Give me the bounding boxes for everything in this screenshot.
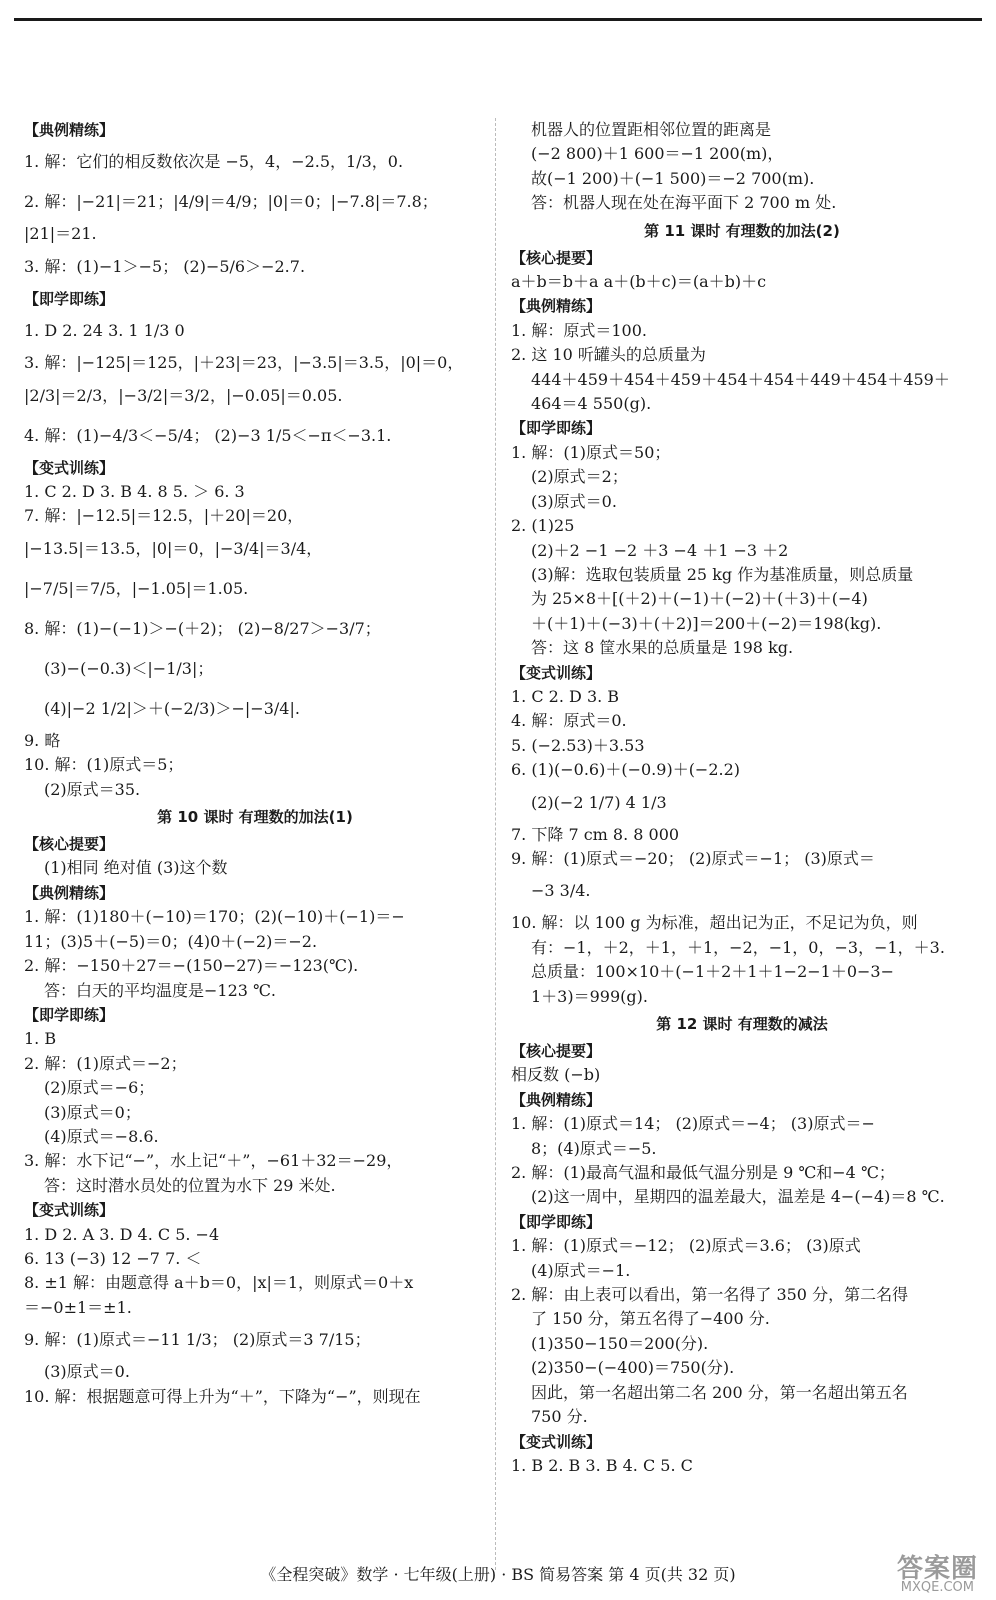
answer-line: 1. D 2. A 3. D 4. C 5. −4 (24, 1224, 220, 1244)
answer-line: 8. ±1 解：由题意得 a＋b＝0，|x|＝1，则原式＝0＋x (24, 1273, 414, 1293)
watermark-logo: 答案圈 (896, 1554, 978, 1584)
section-label: 【变式训练】 (24, 458, 115, 477)
answer-line: 2. (1)25 (511, 516, 575, 536)
lesson-title: 第 11 课时 有理数的加法(2) (644, 221, 840, 240)
answer-line: 5. (−2.53)＋3.53 (511, 735, 645, 755)
answer-line: 1. 解：原式＝100. (511, 320, 647, 340)
answer-line: 故(−1 200)＋(−1 500)＝−2 700(m). (531, 168, 815, 188)
section-label: 【变式训练】 (511, 663, 602, 682)
answer-line: 3. 解：|−125|＝125，|＋23|＝23，|−3.5|＝3.5，|0|＝0， (24, 353, 464, 373)
watermark-url: MXQE.COM (900, 1580, 974, 1595)
page-footer: 《全程突破》数学 · 七年级(上册) · BS 简易答案 第 4 页(共 32 页) (260, 1565, 736, 1584)
answer-line: 答：白天的平均温度是−123 ℃. (44, 980, 277, 1000)
section-label: 【变式训练】 (24, 1201, 115, 1220)
answer-line: 1. C 2. D 3. B (511, 686, 620, 706)
answer-line: (3)原式＝0； (44, 1102, 141, 1122)
answer-line: 为 25×8＋[(＋2)＋(−1)＋(−2)＋(＋3)＋(−4) (531, 589, 868, 609)
answer-line: 444＋459＋454＋459＋454＋454＋449＋454＋459＋ (531, 369, 950, 389)
answer-line: (−2 800)＋1 600＝−1 200(m)， (531, 144, 784, 164)
answer-line: 9. 略 (24, 730, 61, 750)
answer-line: |21|＝21. (24, 224, 97, 244)
answer-line: |2/3|＝2/3，|−3/2|＝3/2，|−0.05|＝0.05. (24, 385, 343, 405)
answer-line: (3)原式＝0. (44, 1362, 130, 1382)
section-label: 【核心提要】 (511, 248, 602, 267)
top-rule (14, 18, 982, 21)
answer-line: (2)＋2 −1 −2 ＋3 −4 ＋1 −3 ＋2 (531, 540, 789, 560)
answer-line: 有：−1，＋2，＋1，＋1，−2，−1，0，−3，−1，＋3. (531, 937, 945, 957)
answer-line: 750 分. (531, 1407, 588, 1427)
answer-line: (4)|−2 1/2|＞＋(−2/3)＞−|−3/4|. (44, 698, 300, 718)
column-divider (495, 118, 496, 1570)
answer-line: 2. 解：−150＋27＝−(150−27)＝−123(℃). (24, 956, 359, 976)
answer-line: (1)350−150＝200(分). (531, 1333, 709, 1353)
answer-line: 答：这 8 筐水果的总质量是 198 kg. (531, 638, 794, 658)
lesson-title: 第 12 课时 有理数的减法 (656, 1015, 828, 1033)
answer-line: 2. 解：|−21|＝21；|4/9|＝4/9；|0|＝0；|−7.8|＝7.8； (24, 192, 438, 212)
answer-line: (4)原式＝−1. (531, 1260, 631, 1280)
answer-line: 4. 解：原式＝0. (511, 711, 627, 731)
answer-line: 6. 13 (−3) 12 −7 7. ＜ (24, 1248, 202, 1268)
answer-line: 1. B (24, 1029, 57, 1049)
answer-line: 8；(4)原式＝−5. (531, 1138, 657, 1158)
answer-line: 4. 解：(1)−4/3＜−5/4； (2)−3 1/5＜−π＜−3.1. (24, 425, 392, 445)
answer-line: 9. 解：(1)原式＝−20； (2)原式＝−1； (3)原式＝ (511, 848, 875, 868)
answer-line: 1. 解：(1)原式＝50； (511, 442, 671, 462)
answer-line: (1)相同 绝对值 (3)这个数 (44, 858, 228, 878)
answer-line: 2. 解：由上表可以看出，第一名得了 350 分，第二名得 (511, 1285, 909, 1305)
answer-line: ＋(＋1)＋(−3)＋(＋2)]＝200＋(−2)＝198(kg). (531, 613, 882, 633)
answer-line: 1. C 2. D 3. B 4. 8 5. ＞ 6. 3 (24, 482, 245, 502)
answer-line: 2. 解：(1)原式＝−2； (24, 1053, 187, 1073)
answer-line: 机器人的位置距相邻位置的距离是 (531, 120, 772, 139)
answer-line: 10. 解：根据题意可得上升为“＋”，下降为“−”，则现在 (24, 1386, 421, 1406)
answer-line: 8. 解：(1)−(−1)＞−(＋2)； (2)−8/27＞−3/7； (24, 618, 381, 638)
answer-line: a＋b＝b＋a a＋(b＋c)＝(a＋b)＋c (511, 272, 767, 292)
answer-line: −3 3/4. (531, 881, 591, 901)
answer-line: 7. 下降 7 cm 8. 8 000 (511, 824, 680, 844)
answer-line: |−7/5|＝7/5，|−1.05|＝1.05. (24, 578, 249, 598)
answer-line: (3)原式＝0. (531, 491, 617, 511)
answer-line: (2)350−(−400)＝750(分). (531, 1358, 735, 1378)
answer-line: 3. 解：(1)−1＞−5； (2)−5/6＞−2.7. (24, 256, 306, 276)
answer-line: (2)原式＝−6； (44, 1078, 155, 1098)
answer-line: 6. (1)(−0.6)＋(−0.9)＋(−2.2) (511, 760, 741, 780)
answer-line: (4)原式＝−8.6. (44, 1126, 159, 1146)
section-label: 【核心提要】 (24, 835, 115, 854)
answer-line: 1. 解：(1)原式＝−12； (2)原式＝3.6； (3)原式 (511, 1236, 861, 1256)
section-label: 【典例精练】 (24, 121, 115, 139)
section-label: 【变式训练】 (511, 1432, 602, 1451)
answer-line: |−13.5|＝13.5，|0|＝0，|−3/4|＝3/4， (24, 538, 323, 558)
answer-line: (3)解：选取包装质量 25 kg 作为基准质量，则总质量 (531, 564, 914, 584)
answer-line: (2)原式＝35. (44, 779, 141, 799)
answer-line: 1. B 2. B 3. B 4. C 5. C (511, 1455, 693, 1475)
answer-line: 9. 解：(1)原式＝−11 1/3； (2)原式＝3 7/15； (24, 1330, 371, 1350)
lesson-title: 第 10 课时 有理数的加法(1) (157, 808, 353, 827)
answer-line: 7. 解：|−12.5|＝12.5，|＋20|＝20， (24, 506, 304, 526)
answer-line: 了 150 分，第五名得了−400 分. (531, 1309, 770, 1329)
answer-line: 1. 解：(1)原式＝14； (2)原式＝−4； (3)原式＝− (511, 1114, 875, 1134)
section-label: 【即学即练】 (511, 419, 602, 438)
section-label: 【典例精练】 (511, 1090, 602, 1109)
answer-line: 2. 解：(1)最高气温和最低气温分别是 9 ℃和−4 ℃； (511, 1163, 895, 1183)
answer-line: 10. 解：(1)原式＝5； (24, 755, 184, 775)
section-label: 【即学即练】 (24, 289, 115, 308)
answer-line: 3. 解：水下记“−”，水上记“＋”，−61＋32＝−29， (24, 1151, 403, 1171)
answer-line: 相反数 (−b) (511, 1065, 601, 1085)
section-label: 【即学即练】 (24, 1005, 115, 1024)
answer-line: 464＝4 550(g). (531, 394, 652, 414)
answer-line: (2)原式＝2； (531, 467, 628, 487)
answer-line: 总质量：100×10＋(−1＋2＋1＋1−2−1＋0−3− (531, 962, 895, 982)
section-label: 【典例精练】 (511, 297, 602, 316)
right-column (511, 118, 973, 1478)
answer-line: 答：机器人现在处在海平面下 2 700 m 处. (531, 193, 837, 213)
answer-line: 1. 解：它们的相反数依次是 −5，4，−2.5，1/3，0. (24, 152, 404, 172)
answer-line: 11；(3)5＋(−5)＝0；(4)0＋(−2)＝−2. (24, 931, 318, 951)
section-label: 【核心提要】 (511, 1042, 602, 1060)
answer-line: (2)这一周中，星期四的温差最大，温差是 4−(−4)＝8 ℃. (531, 1187, 945, 1207)
answer-line: 1. D 2. 24 3. 1 1/3 0 (24, 321, 185, 341)
answer-line: 1. 解：(1)180＋(−10)＝170；(2)(−10)＋(−1)＝− (24, 907, 405, 927)
left-column (24, 118, 486, 1409)
section-label: 【典例精练】 (24, 883, 115, 902)
answer-line: 答：这时潜水员处的位置为水下 29 米处. (44, 1175, 336, 1195)
answer-line: 1＋3)＝999(g). (531, 986, 648, 1006)
answer-line: ＝−0±1＝±1. (24, 1297, 132, 1317)
section-label: 【即学即练】 (511, 1212, 602, 1231)
answer-line: (2)(−2 1/7) 4 1/3 (531, 792, 667, 812)
answer-line: 2. 这 10 听罐头的总质量为 (511, 345, 706, 365)
answer-line: (3)−(−0.3)＜|−1/3|； (44, 658, 214, 678)
answer-line: 因此，第一名超出第二名 200 分，第一名超出第五名 (531, 1382, 908, 1402)
answer-line: 10. 解：以 100 g 为标准，超出记为正，不足记为负，则 (511, 913, 918, 933)
